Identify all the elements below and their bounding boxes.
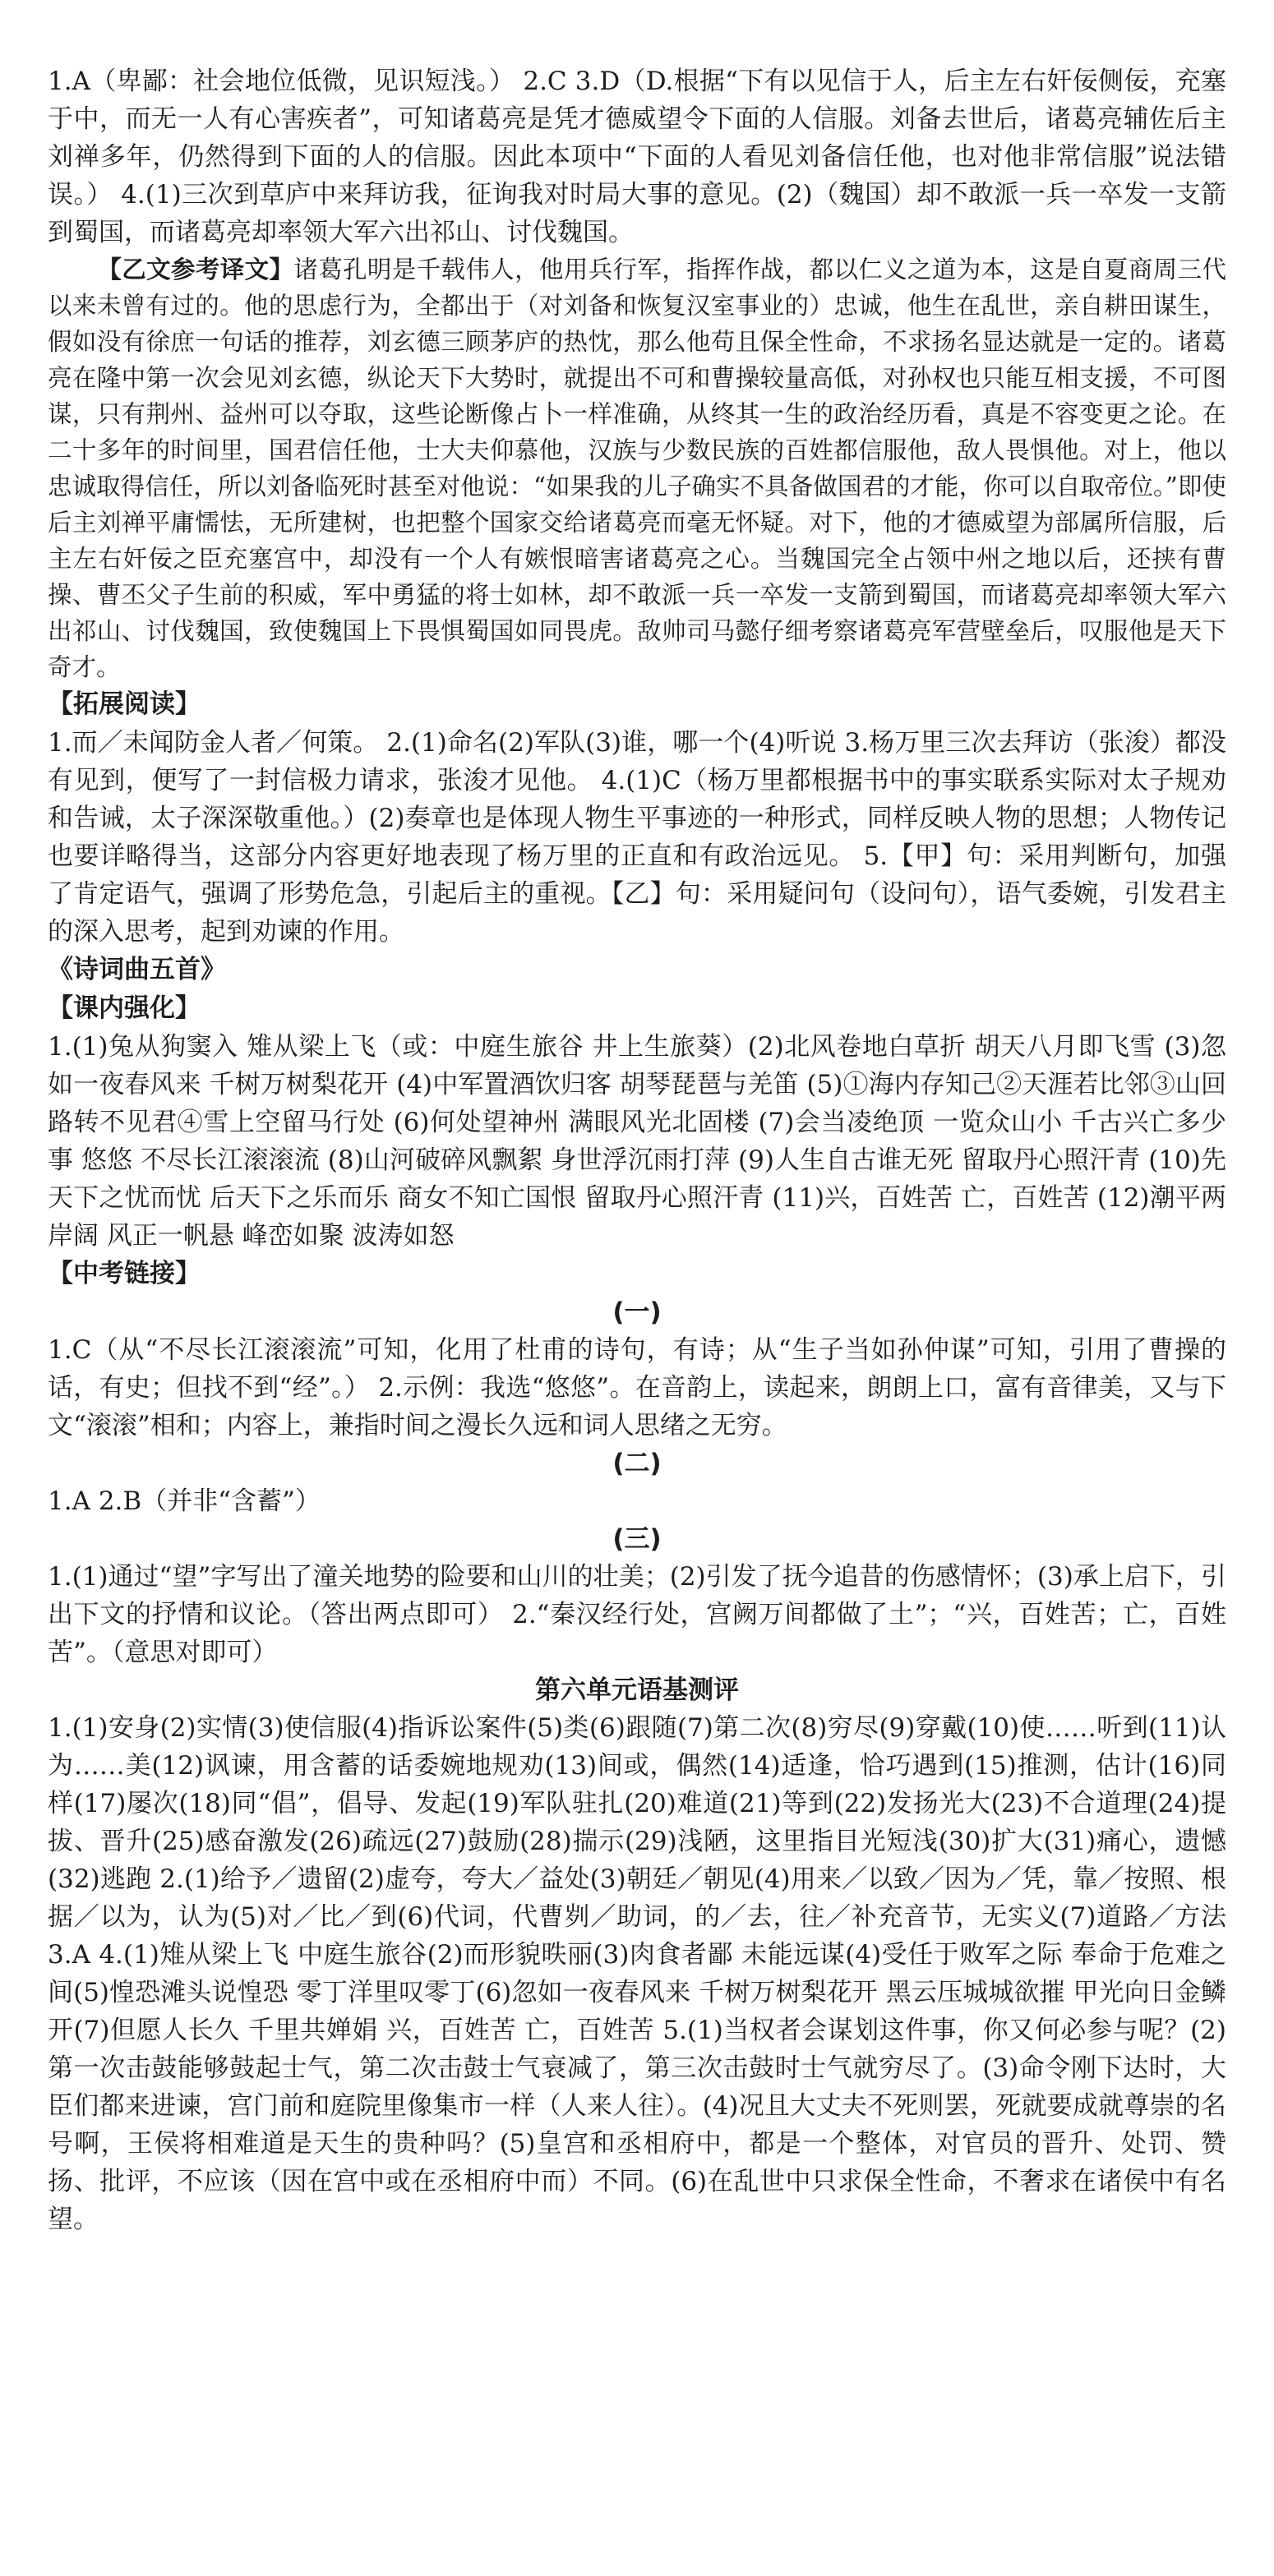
section-3-title: (三) — [612, 1524, 662, 1554]
kenei-heading: 【课内强化】 — [48, 993, 201, 1023]
kenei-answers: 1.(1)兔从狗窦入 雉从梁上飞（或：中庭生旅谷 井上生旅葵）(2)北风卷地白草折 胡天八月即飞雪 (3)忽如一夜春风来 千树万树梨花开 (4)中军置酒饮归客 胡琴琵琶与羌笛 (5)①海内存知己②天涯若比邻③山回路转不见君④雪上空留马行处 (6)何处望神州 满眼风光北固楼 (7)会当凌绝顶 一览众山小 千古兴亡多少事 悠悠 不尽长江滚滚流 (8)山河破碎风飘絮 身世浮沉雨打萍 (9)人生自古谁无死 留取丹心照汗青 (10)先天下之忧而忧 后天下之乐而乐 商女不知亡国恨 留取丹心照汗青 (11)兴，百姓苦 亡，百姓苦 (12)潮平两岸阔 风正一帆悬 峰峦如聚 波涛如怒 — [48, 1032, 1226, 1251]
section-2-answers: 1.A 2.B（并非“含蓄”） — [48, 1486, 321, 1516]
answer-block-1: 1.A（卑鄙：社会地位低微，见识短浅。） 2.C 3.D（D.根据“下有以见信于人，后主左右奸佞侧佞，充塞于中，而无一人有心害疾者”，可知诸葛亮是凭才德威望令下面的人信服。刘备去世后，诸葛亮辅佐后主刘禅多年，仍然得到下面的人的信服。因此本项中“下面的人看见刘备信任他，也对他非常信服”说法错误。） 4.(1)三次到草庐中来拜访我，征询我对时局大事的意见。(2)（魏国）却不敢派一兵一卒发一支箭到蜀国，而诸葛亮却率领大军六出祁山、讨伐魏国。 — [48, 67, 1226, 247]
yi-translation-label: 【乙文参考译文】 — [97, 256, 294, 283]
yi-translation-text: 诸葛孔明是千载伟人，他用兵行军，指挥作战，都以仁义之道为本，这是自夏商周三代以来未曾有过的。他的思虑行为，全都出于（对刘备和恢复汉室事业的）忠诚，他生在乱世，亲自耕田谋生，假如没有徐庶一句话的推荐，刘玄德三顾茅庐的热忱，那么他苟且保全性命，不求扬名显达就是一定的。诸葛亮在隆中第一次会见刘玄德，纵论天下大势时，就提出不可和曹操较量高低，对孙权也只能互相支援，不可图谋，只有荆州、益州可以夺取，这些论断像占卜一样准确，从终其一生的政治经历看，真是不容变更之论。在二十多年的时间里，国君信任他，士大夫仰慕他，汉族与少数民族的百姓都信服他，敌人畏惧他。对上，他以忠诚取得信任，所以刘备临死时甚至对他说：“如果我的儿子确实不具备做国君的才能，你可以自取帝位。”即使后主刘禅平庸懦怯，无所建树，也把整个国家交给诸葛亮而毫无怀疑。对下，他的才德威望为部属所信服，后主左右奸佞之臣充塞宫中，却没有一个人有嫉恨暗害诸葛亮之心。当魏国完全占领中州之地以后，还挟有曹操、曹丕父子生前的积威，军中勇猛的将士如林，却不敢派一兵一卒发一支箭到蜀国，而诸葛亮却率领大军六出祁山、讨伐魏国，致使魏国上下畏惧蜀国如同畏虎。敌帅司马懿仔细考察诸葛亮军营壁垒后，叹服他是天下奇才。 — [48, 256, 1226, 681]
section-2-title: (二) — [612, 1449, 662, 1478]
unit-six-answers: 1.(1)安身(2)实情(3)使信服(4)指诉讼案件(5)类(6)跟随(7)第二次(8)穷尽(9)穿戴(10)使……听到(11)认为……美(12)讽谏，用含蓄的话委婉地规劝(13)间或，偶然(14)适逢，恰巧遇到(15)推测，估计(16)同样(17)屡次(18)同“倡”，倡导、发起(19)军队驻扎(20)难道(21)等到(22)发扬光大(23)不合道理(24)提拔、晋升(25)感奋激发(26)疏远(27)鼓励(28)揣示(29)浅陋，这里指目光短浅(30)扩大(31)痛心，遗憾(32)逃跑 2.(1)给予／遗留(2)虚夸，夸大／益处(3)朝廷／朝见(4)用来／以致／因为／凭，靠／按照、根据／以为，认为(5)对／比／到(6)代词，代曹刿／助词，的／去，往／补充音节，无实义(7)道路／方法 3.A 4.(1)雉从梁上飞 中庭生旅谷(2)而形貌昳丽(3)肉食者鄙 未能远谋(4)受任于败军之际 奉命于危难之间(5)惶恐滩头说惶恐 零丁洋里叹零丁(6)忽如一夜春风来 千树万树梨花开 黑云压城城欲摧 甲光向日金鳞开(7)但愿人长久 千里共婵娟 兴，百姓苦 亡，百姓苦 5.(1)当权者会谋划这件事，你又何必参与呢？(2)第一次击鼓能够鼓起士气，第二次击鼓士气衰减了，第三次击鼓时士气就穷尽了。(3)命令刚下达时，大臣们都来进谏，宫门前和庭院里像集市一样（人来人往）。(4)况且大丈夫不死则罢，死就要成就尊崇的名号啊，王侯将相难道是天生的贵种吗？(5)皇宫和丞相府中，都是一个整体，对官员的晋升、处罚、赞扬、批评，不应该（因在宫中或在丞相府中而）不同。(6)在乱世中只求保全性命，不奢求在诸侯中有名望。 — [48, 1713, 1226, 2234]
tuozhan-answers: 1.而／未闻防金人者／何策。 2.(1)命名(2)军队(3)谁，哪一个(4)听说 3.杨万里三次去拜访（张浚）都没有见到，便写了一封信极力请求，张浚才见他。 4.(1)C（杨万里都根据书中的事实联系实际对太子规劝和告诫，太子深深敬重他。）(2)奏章也是体现人物生平事迹的一种形式，同样反映人物的思想；人物传记也要详略得当，这部分内容更好地表现了杨万里的正直和有政治远见。 5.【甲】句：采用判断句，加强了肯定语气，强调了形势危急，引起后主的重视。【乙】句：采用疑问句（设问句），语气委婉，引发君主的深入思考，起到劝谏的作用。 — [48, 728, 1226, 947]
unit-six-title: 第六单元语基测评 — [535, 1675, 739, 1705]
section-1-answers: 1.C（从“不尽长江滚滚流”可知，化用了杜甫的诗句，有诗；从“生子当如孙仲谋”可知，引用了曹操的话，有史；但找不到“经”。） 2.示例：我选“悠悠”。在音韵上，读起来，朗朗上口，富有音律美，又与下文“滚滚”相和；内容上，兼指时间之漫长久远和词人思绪之无穷。 — [48, 1335, 1226, 1440]
shici-heading: 《诗词曲五首》 — [48, 955, 226, 984]
section-3-answers: 1.(1)通过“望”字写出了潼关地势的险要和山川的壮美；(2)引发了抚今追昔的伤感情怀；(3)承上启下，引出下文的抒情和议论。（答出两点即可） 2.“秦汉经行处，宫阙万间都做了土”；“兴，百姓苦；亡，百姓苦”。（意思对即可） — [48, 1562, 1226, 1667]
section-1-title: (一) — [612, 1297, 662, 1327]
yi-translation — [48, 251, 1226, 685]
tuozhan-heading: 【拓展阅读】 — [48, 689, 201, 719]
zhongkao-heading: 【中考链接】 — [48, 1259, 201, 1288]
